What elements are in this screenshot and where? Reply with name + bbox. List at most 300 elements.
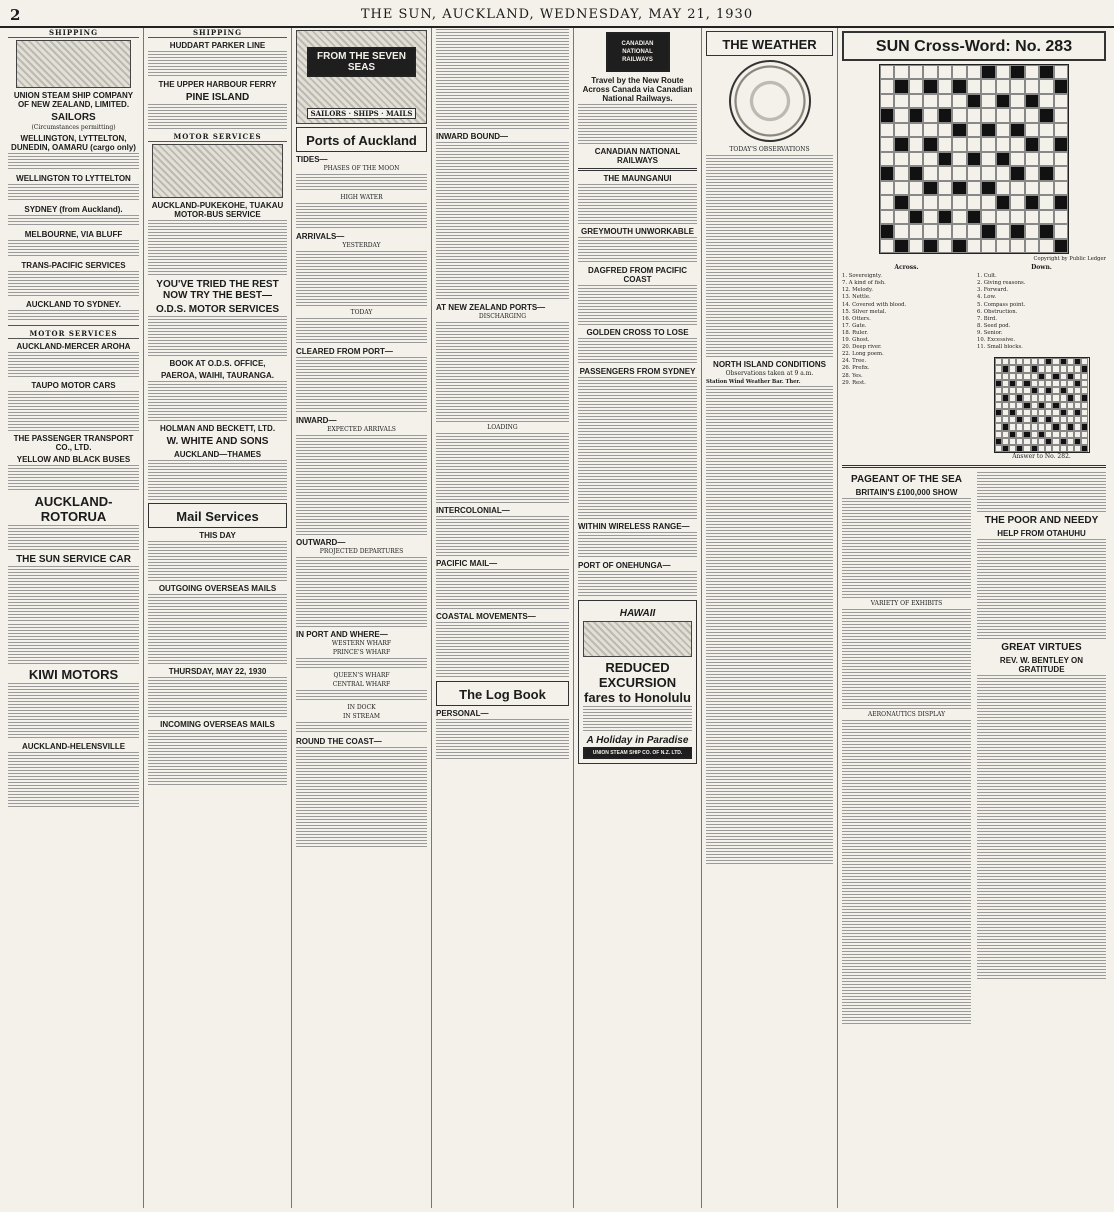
in-stream-heading: IN STREAM xyxy=(342,713,380,720)
grid-cell xyxy=(1054,166,1068,180)
grid-cell xyxy=(1016,445,1023,452)
crossword-title-box xyxy=(842,31,1106,61)
port-onehunga-heading: PORT OF ONEHUNGA— xyxy=(578,561,671,570)
grid-cell xyxy=(1023,394,1030,401)
auckland-helensville-heading: AUCKLAND-HELENSVILLE xyxy=(21,742,126,751)
personal-heading: PERSONAL— xyxy=(436,709,489,718)
grid-cell xyxy=(1060,409,1067,416)
grid-cell xyxy=(923,152,937,166)
grid-cell xyxy=(996,195,1010,209)
grid-cell xyxy=(1045,365,1052,372)
outgoing-overseas-heading: OUTGOING OVERSEAS MAILS xyxy=(158,584,277,593)
grid-cell xyxy=(1039,195,1053,209)
grid-cell xyxy=(938,94,952,108)
grid-cell xyxy=(938,152,952,166)
holman-heading: HOLMAN AND BECKETT, LTD. xyxy=(159,424,276,433)
grid-cell xyxy=(938,166,952,180)
grid-cell xyxy=(1039,108,1053,122)
grid-cell xyxy=(894,166,908,180)
grid-cell xyxy=(1054,137,1068,151)
grid-cell xyxy=(1054,195,1068,209)
grid-cell xyxy=(1023,365,1030,372)
cn-badge: CANADIAN NATIONAL RAILWAYS xyxy=(606,32,670,72)
grid-cell xyxy=(1060,438,1067,445)
grid-cell xyxy=(1009,373,1016,380)
across-clue: 29. Rest. xyxy=(842,379,866,386)
column-shipping-right xyxy=(144,28,292,1208)
grid-cell xyxy=(952,152,966,166)
cn-footer: CANADIAN NATIONAL RAILWAYS xyxy=(594,147,681,165)
grid-cell xyxy=(1016,409,1023,416)
grid-cell xyxy=(1060,423,1067,430)
grid-cell xyxy=(880,166,894,180)
britains-show-heading: BRITAIN'S £100,000 SHOW xyxy=(855,488,958,498)
grid-cell xyxy=(1067,380,1074,387)
grid-cell xyxy=(1045,423,1052,430)
grid-cell xyxy=(952,239,966,253)
aeronautics-heading: AERONAUTICS DISPLAY xyxy=(867,711,946,719)
grid-cell xyxy=(1052,438,1059,445)
grid-cell xyxy=(952,166,966,180)
grid-cell xyxy=(1009,409,1016,416)
grid-cell xyxy=(995,423,1002,430)
grid-cell xyxy=(894,239,908,253)
grid-cell xyxy=(952,108,966,122)
grid-cell xyxy=(1031,387,1038,394)
grid-cell xyxy=(1045,373,1052,380)
log-book-box xyxy=(436,681,569,706)
grid-cell xyxy=(995,373,1002,380)
grid-cell xyxy=(894,137,908,151)
grid-cell xyxy=(1052,380,1059,387)
white-heading: W. WHITE AND SONS xyxy=(166,436,269,447)
kiwi-motors-heading: KIWI MOTORS xyxy=(28,667,119,682)
outward-heading: OUTWARD— xyxy=(296,538,346,547)
grid-cell xyxy=(981,195,995,209)
yesterday-heading: YESTERDAY xyxy=(342,242,381,249)
grid-cell xyxy=(995,445,1002,452)
grid-cell xyxy=(1025,224,1039,238)
grid-cell xyxy=(1081,431,1088,438)
grid-cell xyxy=(1031,373,1038,380)
this-day-heading: THIS DAY xyxy=(199,531,236,540)
grid-cell xyxy=(894,152,908,166)
clues-right xyxy=(977,262,1106,462)
down-clue: 11. Small blocks. xyxy=(977,344,1023,351)
grid-cell xyxy=(894,210,908,224)
grid-cell xyxy=(1023,416,1030,423)
grid-cell xyxy=(996,152,1010,166)
maunganui-heading: THE MAUNGANUI xyxy=(603,174,672,183)
across-clue: 26. Prefix. xyxy=(842,365,870,372)
grid-cell xyxy=(1060,365,1067,372)
grid-cell xyxy=(909,79,923,93)
grid-cell xyxy=(1060,416,1067,423)
grid-cell xyxy=(1016,438,1023,445)
grid-cell xyxy=(1038,394,1045,401)
down-clue: 3. Forward. xyxy=(977,287,1009,294)
loading-heading: LOADING xyxy=(487,424,518,431)
grid-cell xyxy=(1054,210,1068,224)
grid-cell xyxy=(1009,380,1016,387)
inward-heading: INWARD— xyxy=(296,416,337,425)
grid-cell xyxy=(996,239,1010,253)
crossword-grid xyxy=(879,64,1069,254)
grid-cell xyxy=(1052,387,1059,394)
grid-cell xyxy=(967,239,981,253)
grid-cell xyxy=(1025,79,1039,93)
grid-cell xyxy=(967,210,981,224)
grid-cell xyxy=(1009,431,1016,438)
grid-cell xyxy=(981,181,995,195)
grid-cell xyxy=(1039,123,1053,137)
grid-cell xyxy=(1025,123,1039,137)
pukekohe-heading: AUCKLAND-PUKEKOHE, TUAKAU MOTOR-BUS SERVICE xyxy=(151,201,284,219)
grid-cell xyxy=(952,79,966,93)
grid-cell xyxy=(995,416,1002,423)
grid-cell xyxy=(1023,438,1030,445)
down-clue: 9. Senior. xyxy=(977,329,1003,336)
grid-cell xyxy=(1039,239,1053,253)
masthead xyxy=(0,4,1114,28)
grid-cell xyxy=(996,224,1010,238)
across-clue: 1. Sovereignty. xyxy=(842,273,882,280)
grid-cell xyxy=(1081,445,1088,452)
grid-cell xyxy=(909,65,923,79)
grid-cell xyxy=(880,224,894,238)
grid-cell xyxy=(1074,445,1081,452)
pacific-coast-heading: DAGFRED FROM PACIFIC COAST xyxy=(588,266,687,284)
tides-heading: TIDES— xyxy=(296,155,328,164)
grid-cell xyxy=(1052,402,1059,409)
down-clue: 7. Bird. xyxy=(977,315,997,322)
grid-cell xyxy=(967,137,981,151)
section-header: SHIPPING xyxy=(8,28,139,38)
grid-cell xyxy=(996,123,1010,137)
grid-cell xyxy=(1060,380,1067,387)
grid-cell xyxy=(1060,431,1067,438)
melbourne-heading: MELBOURNE, VIA BLUFF xyxy=(24,230,123,239)
grid-cell xyxy=(1031,402,1038,409)
grid-cell xyxy=(1025,181,1039,195)
grid-cell xyxy=(1074,409,1081,416)
grid-cell xyxy=(1054,152,1068,166)
grid-cell xyxy=(1067,423,1074,430)
motor-services-header: MOTOR SERVICES xyxy=(8,329,139,339)
grid-cell xyxy=(1038,387,1045,394)
seven-seas-banner-art xyxy=(296,30,427,124)
across-clue: 7. A kind of fish. xyxy=(842,280,886,287)
ports-heading: Ports of Auckland xyxy=(306,133,417,148)
mail-services-box xyxy=(148,503,287,528)
grid-cell xyxy=(923,94,937,108)
grid-cell xyxy=(967,123,981,137)
grid-cell xyxy=(1023,445,1030,452)
grid-cell xyxy=(1074,380,1081,387)
greymouth-heading: GREYMOUTH UNWORKABLE xyxy=(581,227,694,236)
grid-cell xyxy=(1039,224,1053,238)
grid-cell xyxy=(1045,394,1052,401)
grid-cell xyxy=(1039,166,1053,180)
grid-cell xyxy=(1081,394,1088,401)
grid-cell xyxy=(1054,79,1068,93)
grid-cell xyxy=(1045,416,1052,423)
grid-cell xyxy=(1010,108,1024,122)
sailors-ships-mails-ribbon: SAILORS · SHIPS · MAILS xyxy=(307,108,416,119)
grid-cell xyxy=(894,108,908,122)
down-clue: 2. Giving reasons. xyxy=(977,280,1026,287)
grid-cell xyxy=(923,137,937,151)
grid-cell xyxy=(995,380,1002,387)
grid-cell xyxy=(1067,402,1074,409)
grid-cell xyxy=(1052,423,1059,430)
inward-bound-heading: INWARD BOUND— xyxy=(436,132,508,141)
grid-cell xyxy=(1002,358,1009,365)
grid-cell xyxy=(1052,416,1059,423)
grid-cell xyxy=(880,137,894,151)
grid-cell xyxy=(1010,65,1024,79)
grid-cell xyxy=(1067,416,1074,423)
grid-cell xyxy=(967,79,981,93)
grid-cell xyxy=(1038,380,1045,387)
grid-cell xyxy=(1016,423,1023,430)
grid-cell xyxy=(1016,380,1023,387)
across-clue: 12. Melody. xyxy=(842,287,873,294)
across-clue: 20. Deep river. xyxy=(842,344,882,351)
grid-cell xyxy=(894,79,908,93)
grid-cell xyxy=(1045,380,1052,387)
grid-cell xyxy=(1060,445,1067,452)
incoming-overseas-heading: INCOMING OVERSEAS MAILS xyxy=(160,720,275,729)
high-water-heading: HIGH WATER xyxy=(340,194,383,201)
grid-cell xyxy=(1038,438,1045,445)
grid-cell xyxy=(1067,394,1074,401)
grid-cell xyxy=(880,152,894,166)
grid-cell xyxy=(938,137,952,151)
grid-cell xyxy=(1039,152,1053,166)
grid-cell xyxy=(996,137,1010,151)
grid-cell xyxy=(1010,224,1024,238)
grid-cell xyxy=(909,108,923,122)
grid-cell xyxy=(1052,409,1059,416)
grid-cell xyxy=(1016,373,1023,380)
grid-cell xyxy=(1023,358,1030,365)
grid-cell xyxy=(1002,409,1009,416)
across-clue: 22. Long poem. xyxy=(842,351,884,358)
hawaii-art xyxy=(583,621,692,657)
clues-left xyxy=(842,262,971,462)
grid-cell xyxy=(894,224,908,238)
grid-cell xyxy=(923,224,937,238)
youve-tried-heading: YOU'VE TRIED THE REST NOW TRY THE BEST— xyxy=(156,279,279,301)
grid-cell xyxy=(880,94,894,108)
crossword-copyright: Copyright by Public Ledger xyxy=(1033,256,1106,262)
grid-cell xyxy=(909,195,923,209)
page-number: 2 xyxy=(10,6,21,24)
grid-cell xyxy=(1031,394,1038,401)
down-clue: 6. Obstruction. xyxy=(977,308,1018,315)
in-port-heading: IN PORT AND WHERE— xyxy=(296,630,388,639)
across-heading: Across. xyxy=(894,264,919,272)
grid-cell xyxy=(1023,387,1030,394)
grid-cell xyxy=(1039,79,1053,93)
usc-title: UNION STEAM SHIP COMPANY OF NEW ZEALAND, LIMITED. xyxy=(13,91,134,109)
grid-cell xyxy=(995,409,1002,416)
grid-cell xyxy=(938,65,952,79)
grid-cell xyxy=(967,152,981,166)
grid-cell xyxy=(909,152,923,166)
grid-cell xyxy=(880,239,894,253)
grid-cell xyxy=(880,181,894,195)
grid-cell xyxy=(995,387,1002,394)
weather-box xyxy=(706,31,833,56)
grid-cell xyxy=(981,65,995,79)
grid-cell xyxy=(952,65,966,79)
upper-harbour-heading: THE UPPER HARBOUR FERRY xyxy=(158,80,277,89)
grid-cell xyxy=(1052,431,1059,438)
grid-cell xyxy=(1052,445,1059,452)
sun-service-heading: THE SUN SERVICE CAR xyxy=(16,554,131,565)
grid-cell xyxy=(1054,65,1068,79)
grid-cell xyxy=(1002,387,1009,394)
grid-cell xyxy=(1081,409,1088,416)
grid-cell xyxy=(909,166,923,180)
grid-cell xyxy=(938,181,952,195)
grid-cell xyxy=(1038,402,1045,409)
grid-cell xyxy=(981,137,995,151)
bus-illustration xyxy=(152,144,283,198)
grid-cell xyxy=(909,181,923,195)
grid-cell xyxy=(1081,373,1088,380)
grid-cell xyxy=(909,94,923,108)
paeroa-heading: PAEROA, WAIHI, TAURANGA. xyxy=(160,371,275,380)
column-weather xyxy=(702,28,838,1208)
wellington-heading: WELLINGTON, LYTTELTON, DUNEDIN, OAMARU (cargo only) xyxy=(11,134,136,152)
passengers-sydney-heading: PASSENGERS FROM SYDNEY xyxy=(579,367,696,376)
grid-cell xyxy=(1067,387,1074,394)
grid-cell xyxy=(981,210,995,224)
grid-cell xyxy=(952,181,966,195)
grid-cell xyxy=(1052,358,1059,365)
grid-cell xyxy=(981,79,995,93)
hawaii-heading: HAWAII xyxy=(619,608,656,619)
grid-cell xyxy=(894,94,908,108)
sailors-sub: (Circumstances permitting) xyxy=(31,124,116,131)
grid-cell xyxy=(1074,373,1081,380)
grid-cell xyxy=(1016,402,1023,409)
grid-cell xyxy=(1010,152,1024,166)
grid-cell xyxy=(1009,358,1016,365)
grid-cell xyxy=(967,94,981,108)
north-island-sub: Observations taken at 9 a.m. xyxy=(725,370,814,377)
grid-cell xyxy=(923,166,937,180)
grid-cell xyxy=(894,195,908,209)
grid-cell xyxy=(1023,373,1030,380)
grid-cell xyxy=(967,108,981,122)
grid-cell xyxy=(981,123,995,137)
grid-cell xyxy=(1002,402,1009,409)
down-heading: Down. xyxy=(1031,264,1052,272)
column-shipping-left xyxy=(4,28,144,1208)
grid-cell xyxy=(1009,438,1016,445)
grid-cell xyxy=(1016,387,1023,394)
grid-cell xyxy=(894,181,908,195)
grid-cell xyxy=(909,210,923,224)
grid-cell xyxy=(1060,402,1067,409)
grid-cell xyxy=(952,195,966,209)
in-dock-heading: IN DOCK xyxy=(347,704,376,711)
grid-cell xyxy=(1002,416,1009,423)
grid-cell xyxy=(1054,224,1068,238)
within-wireless-heading: WITHIN WIRELESS RANGE— xyxy=(578,522,690,531)
grid-cell xyxy=(1031,365,1038,372)
grid-cell xyxy=(1039,65,1053,79)
grid-cell xyxy=(894,123,908,137)
grid-cell xyxy=(952,137,966,151)
grid-cell xyxy=(1074,438,1081,445)
column-movements xyxy=(432,28,574,1208)
grid-cell xyxy=(1081,402,1088,409)
ods-heading: O.D.S. MOTOR SERVICES xyxy=(156,304,279,315)
phases-heading: PHASES OF THE MOON xyxy=(323,165,400,172)
grid-cell xyxy=(1025,195,1039,209)
grid-cell xyxy=(952,123,966,137)
grid-cell xyxy=(894,65,908,79)
thursday-heading: THURSDAY, MAY 22, 1930 xyxy=(168,667,267,676)
grid-cell xyxy=(1031,431,1038,438)
grid-cell xyxy=(1010,94,1024,108)
grid-cell xyxy=(880,65,894,79)
grid-cell xyxy=(995,438,1002,445)
princes-wharf-heading: PRINCE'S WHARF xyxy=(332,649,391,656)
grid-cell xyxy=(1067,358,1074,365)
grid-cell xyxy=(981,108,995,122)
golden-cross-heading: GOLDEN CROSS TO LOSE xyxy=(586,328,689,337)
grid-cell xyxy=(1031,445,1038,452)
grid-cell xyxy=(1038,365,1045,372)
grid-cell xyxy=(1002,394,1009,401)
poor-needy-article xyxy=(977,471,1106,1026)
grid-cell xyxy=(1045,409,1052,416)
grid-cell xyxy=(1045,402,1052,409)
north-island-heading: NORTH ISLAND CONDITIONS xyxy=(713,360,826,369)
grid-cell xyxy=(1002,423,1009,430)
grid-cell xyxy=(1081,380,1088,387)
grid-cell xyxy=(938,108,952,122)
grid-cell xyxy=(1038,416,1045,423)
across-clue: 19. Ghost. xyxy=(842,337,870,344)
rev-bentley-heading: REV. W. BENTLEY ON GRATITUDE xyxy=(999,656,1084,675)
grid-cell xyxy=(967,195,981,209)
poor-needy-heading: THE POOR AND NEEDY xyxy=(984,515,1099,527)
grid-cell xyxy=(1016,365,1023,372)
grid-cell xyxy=(1010,137,1024,151)
grid-cell xyxy=(1023,409,1030,416)
reduced-heading: REDUCED EXCURSION fares to Honolulu xyxy=(584,660,691,705)
down-clue: 5. Compass point. xyxy=(977,301,1026,308)
down-clue: 1. Cult. xyxy=(977,273,997,280)
grid-cell xyxy=(923,65,937,79)
grid-cell xyxy=(938,239,952,253)
column-crossword xyxy=(838,28,1110,1208)
grid-cell xyxy=(1045,387,1052,394)
variety-heading: VARIETY OF EXHIBITS xyxy=(870,600,943,608)
projected-heading: PROJECTED DEPARTURES xyxy=(319,548,404,555)
grid-cell xyxy=(938,79,952,93)
grid-cell xyxy=(1045,438,1052,445)
grid-cell xyxy=(1025,108,1039,122)
across-clue: 15. Silver metal. xyxy=(842,308,887,315)
